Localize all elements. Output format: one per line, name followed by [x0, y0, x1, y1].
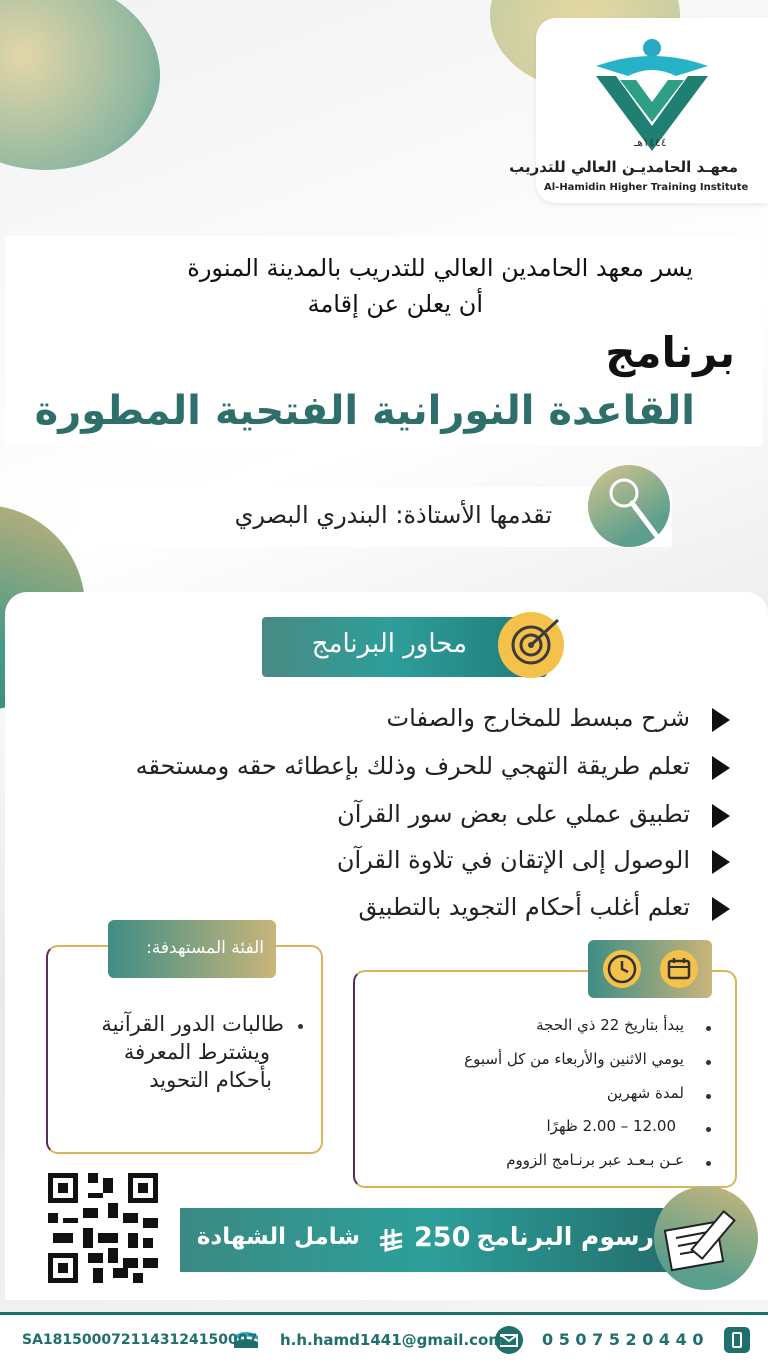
- axis-item-3: تطبيق عملي على بعض سور القرآن: [337, 800, 690, 828]
- axes-title: محاور البرنامج: [311, 629, 467, 659]
- logo-year: ١٤٤٤هـ: [634, 136, 667, 149]
- bullet-arrow-icon: [712, 708, 730, 732]
- intro-panel: [5, 236, 763, 446]
- target-title-bar: [108, 920, 276, 978]
- bullet-dot: [706, 1127, 711, 1132]
- logo-name-ar: معهـد الحامديـن العالي للتدريب: [509, 158, 738, 176]
- notepad-pen-icon: [654, 1186, 758, 1290]
- bullet-arrow-icon: [712, 756, 730, 780]
- presenter-text: تقدمها الأستاذة: البندري البصري: [234, 501, 552, 529]
- target-text-3: بأحكام التحويد: [149, 1068, 272, 1092]
- qr-code-icon: [48, 1173, 158, 1283]
- target-text-1: طالبات الدور القرآنية: [101, 1012, 284, 1036]
- schedule-item-4: 12.00 – 2.00 ظهرًا: [546, 1117, 676, 1135]
- bullet-dot: [706, 1094, 711, 1099]
- fees-suffix: شامل الشهادة: [196, 1224, 360, 1250]
- calendar-icon: [660, 950, 698, 988]
- fees-label: رسوم البرنامج: [476, 1222, 654, 1251]
- logo-panel: [509, 18, 768, 203]
- bullet-dot: [706, 1026, 711, 1031]
- decor-circle-top-left: [0, 0, 160, 170]
- footer-iban: SA1815000721143124150007: [22, 1332, 258, 1348]
- axis-item-4: الوصول إلى الإتقان في تلاوة القرآن: [336, 846, 690, 874]
- intro-line-1: يسر معهد الحامدين العالي للتدريب بالمدينة المنورة: [187, 254, 693, 282]
- footer-email[interactable]: h.h.hamd1441@gmail.com: [280, 1331, 504, 1349]
- bullet-arrow-icon: [712, 804, 730, 828]
- presenter-bar: [80, 487, 672, 547]
- phone-icon: [724, 1327, 750, 1353]
- intro-line-2: أن يعلن عن إقامة: [307, 290, 483, 318]
- schedule-item-5: عـن بـعـد عبر برنـامج الزووم: [506, 1151, 684, 1169]
- program-word: برنامج: [605, 328, 735, 377]
- microphone-icon: [588, 465, 670, 547]
- fees-bar: [180, 1208, 680, 1272]
- schedule-icons-bar: [588, 940, 712, 998]
- footer-phone: 0 5 0 7 5 2 0 4 4 0: [542, 1330, 704, 1349]
- fees-amount: 250: [414, 1222, 471, 1253]
- schedule-item-3: لمدة شهرين: [606, 1084, 684, 1102]
- schedule-item-2: يومي الاثنين والأربعاء من كل أسبوع: [464, 1050, 684, 1068]
- bullet-dot: [298, 1024, 303, 1029]
- schedule-item-1: يبدأ بتاريخ 22 ذي الحجة: [536, 1016, 684, 1034]
- bullet-dot: [706, 1161, 711, 1166]
- axis-item-1: شرح مبسط للمخارج والصفات: [386, 704, 690, 732]
- riyal-icon: [376, 1226, 406, 1256]
- target-icon: [498, 612, 564, 678]
- target-title: الفئة المستهدفة:: [146, 938, 264, 958]
- axis-item-5: تعلم أغلب أحكام التجويد بالتطبيق: [358, 893, 690, 921]
- program-name: القاعدة النورانية الفتحية المطورة: [34, 388, 695, 434]
- bullet-arrow-icon: [712, 897, 730, 921]
- logo-name-en: Al-Hamidin Higher Training Institute: [544, 182, 749, 193]
- target-text-2: ويشترط المعرفة: [123, 1040, 270, 1064]
- axis-item-2: تعلم طريقة التهجي للحرف وذلك بإعطائه حقه ومستحقه: [135, 752, 690, 780]
- bullet-arrow-icon: [712, 850, 730, 874]
- clock-icon: [603, 950, 641, 988]
- bullet-dot: [706, 1060, 711, 1065]
